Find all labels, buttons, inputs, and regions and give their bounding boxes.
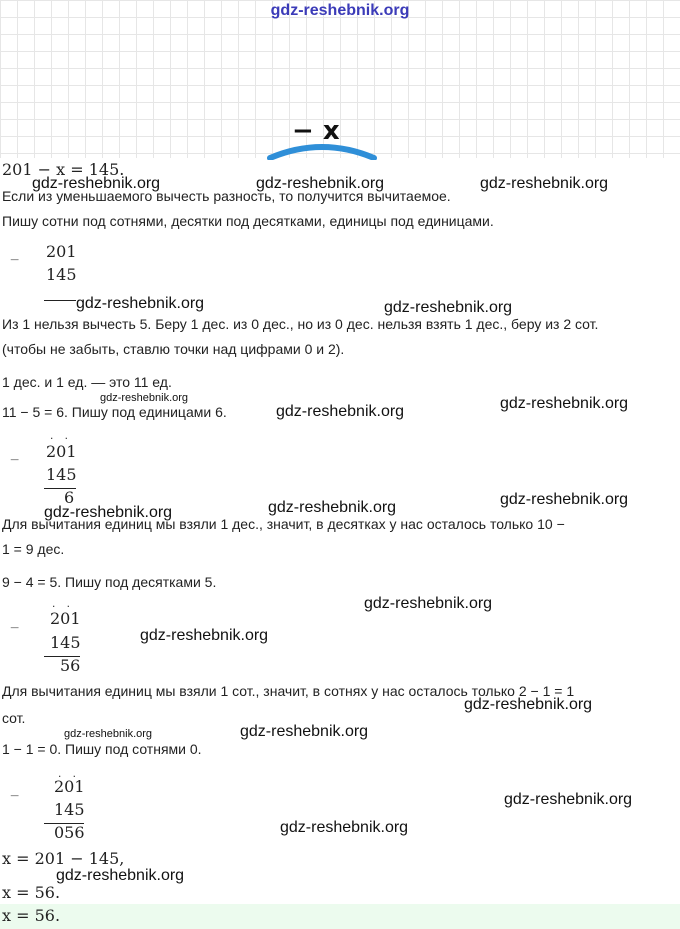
column1-rule xyxy=(44,300,76,301)
column4-subtrahend: 145 xyxy=(54,800,85,819)
blue-arc-shape xyxy=(262,140,382,160)
result-equation: x = 56. xyxy=(2,883,61,902)
column4-minuend: 201 xyxy=(54,777,85,796)
result-equation: x = 201 − 145, xyxy=(2,849,125,868)
rule-text: Если из уменьшаемого вычесть разность, то получится вычитаемое. xyxy=(2,188,451,204)
column3-subtrahend: 145 xyxy=(50,633,81,652)
answer-bar xyxy=(0,904,680,929)
watermark-text: gdz-reshebnik.org xyxy=(268,499,397,516)
grid-paper-figure xyxy=(0,0,680,158)
answer-text: x = 56. xyxy=(2,906,61,925)
watermark-text: gdz-reshebnik.org xyxy=(276,403,405,420)
column1-minuend: 201 xyxy=(46,242,77,261)
column1-subtrahend: 145 xyxy=(46,265,77,284)
watermark-text: gdz-reshebnik.org xyxy=(500,491,629,508)
column-minus-sign: − xyxy=(10,788,20,805)
column2-subtrahend: 145 xyxy=(46,465,77,484)
explanation-text: Для вычитания единиц мы взяли 1 сот., значит, в сотнях у нас осталось только 2 − 1 = 1 xyxy=(2,683,575,699)
watermark-text: gdz-reshebnik.org xyxy=(44,504,173,521)
watermark-text: gdz-reshebnik.org xyxy=(500,395,629,412)
explanation-text: 1 дес. и 1 ед. — это 11 ед. xyxy=(2,374,172,390)
column2-borrow-dots: . . xyxy=(50,428,73,442)
equation-line: 201 − x = 145. xyxy=(2,160,125,179)
watermark-text: gdz-reshebnik.org xyxy=(100,392,189,404)
watermark-text: gdz-reshebnik.org xyxy=(364,595,493,612)
watermark-text: gdz-reshebnik.org xyxy=(56,867,185,884)
column4-borrow-dots: . . xyxy=(58,766,81,780)
explanation-text: Из 1 нельзя вычесть 5. Беру 1 дес. из 0 дес., но из 0 дес. нельзя взять 1 дес., беру из 2 сот. xyxy=(2,316,599,332)
watermark-text: gdz-reshebnik.org xyxy=(464,696,593,713)
column-minus-sign: − xyxy=(10,452,20,469)
watermark-text: gdz-reshebnik.org xyxy=(240,723,369,740)
watermark-text: gdz-reshebnik.org xyxy=(76,295,205,312)
explanation-text: 1 − 1 = 0. Пишу под сотнями 0. xyxy=(2,741,202,757)
explanation-text: Для вычитания единиц мы взяли 1 дес., значит, в десятках у нас осталось только 10 − xyxy=(2,516,565,532)
column3-borrow-dots: . . xyxy=(52,596,75,610)
figure-minus-x-label: − x xyxy=(292,116,340,146)
watermark-text: gdz-reshebnik.org xyxy=(280,819,409,836)
column2-minuend: 201 xyxy=(46,442,77,461)
header-site-watermark: gdz-reshebnik.org xyxy=(270,2,410,19)
column-minus-sign: − xyxy=(10,252,20,269)
column3-result: 56 xyxy=(60,656,81,675)
column2-result: 6 xyxy=(64,488,75,507)
column4-result: 056 xyxy=(54,823,85,842)
column-minus-sign: − xyxy=(10,620,20,637)
watermark-text: gdz-reshebnik.org xyxy=(480,175,609,192)
watermark-text: gdz-reshebnik.org xyxy=(32,175,161,192)
instruction-text: Пишу сотни под сотнями, десятки под десятками, единицы под единицами. xyxy=(2,213,494,229)
watermark-text: gdz-reshebnik.org xyxy=(504,791,633,808)
explanation-text: 11 − 5 = 6. Пишу под единицами 6. xyxy=(2,404,227,420)
watermark-text: gdz-reshebnik.org xyxy=(384,299,513,316)
watermark-text: gdz-reshebnik.org xyxy=(256,175,385,192)
watermark-text: gdz-reshebnik.org xyxy=(140,627,269,644)
explanation-text: сот. xyxy=(2,710,26,726)
column3-minuend: 201 xyxy=(50,609,81,628)
watermark-text: gdz-reshebnik.org xyxy=(64,728,153,740)
explanation-text: (чтобы не забыть, ставлю точки над цифрами 0 и 2). xyxy=(2,341,345,357)
explanation-text: 1 = 9 дес. xyxy=(2,541,65,557)
explanation-text: 9 − 4 = 5. Пишу под десятками 5. xyxy=(2,574,217,590)
